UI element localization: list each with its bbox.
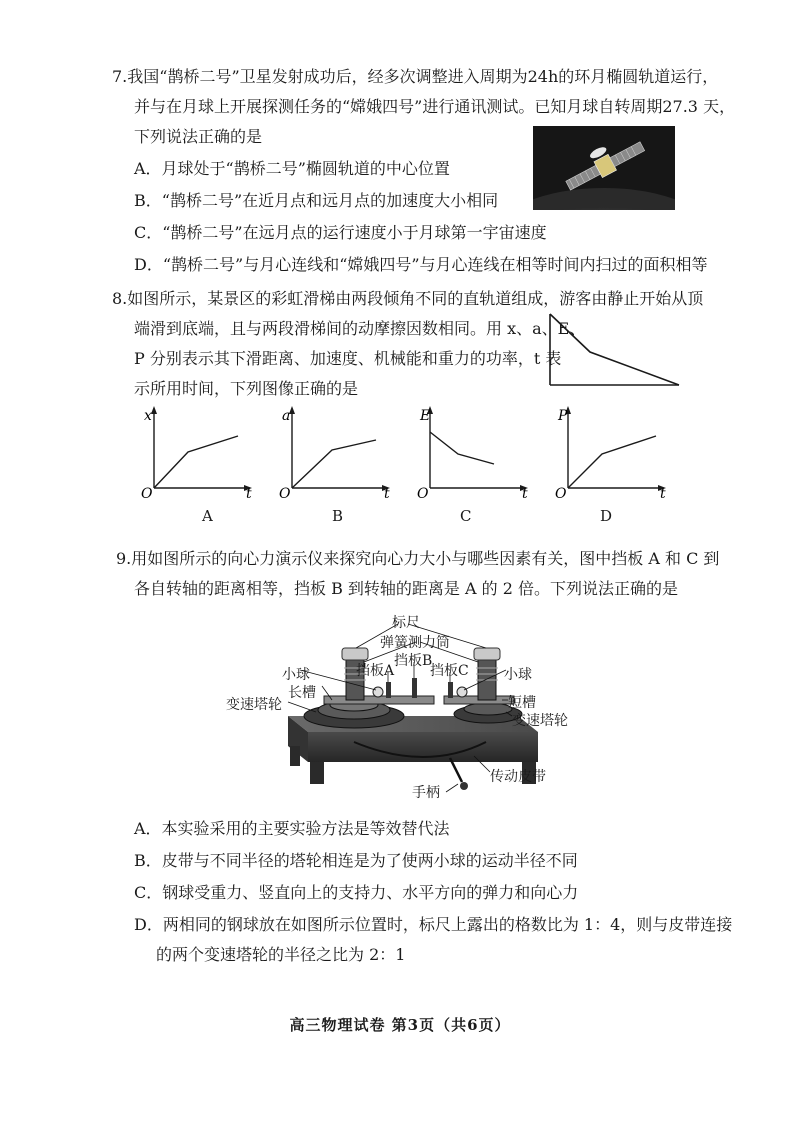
graph-c-origin: O: [417, 486, 429, 500]
graph-c-xlabel: t: [522, 486, 528, 500]
label-ball-right: 小球: [504, 667, 532, 683]
q9-option-b: B．皮带与不同半径的塔轮相连是为了使两小球的运动半径不同: [134, 851, 578, 870]
label-ball-left: 小球: [282, 667, 310, 683]
q7-option-a: A．月球处于“鹊桥二号”椭圆轨道的中心位置: [134, 159, 450, 178]
q8-line-3: P 分别表示其下滑距离、加速度、机械能和重力的功率，t 表: [134, 349, 562, 368]
graph-a-curve: [154, 436, 238, 488]
graph-b: [276, 404, 396, 500]
label-ruler: 标尺: [392, 615, 420, 631]
q8-line-1: [112, 288, 703, 310]
q7-number: 7.: [112, 67, 128, 86]
q9-option-d-cont: 的两个变速塔轮的半径之比为 2：1: [156, 945, 406, 964]
q8-number: 8.: [112, 289, 128, 308]
graph-d-ylabel: P: [558, 408, 568, 424]
q9-option-c: C．钢球受重力、竖直向上的支持力、水平方向的弹力和向心力: [134, 883, 579, 902]
label-handle: 手柄: [412, 785, 440, 801]
label-long-slot: 长槽: [288, 685, 316, 701]
label-spring: 弹簧测力筒: [380, 635, 450, 651]
graph-a-caption: A: [202, 507, 213, 525]
graph-d-xlabel: t: [660, 486, 666, 500]
graph-b-curve: [292, 440, 376, 488]
q9-number: 9.: [116, 549, 132, 568]
label-baffle-c: 挡板C: [430, 663, 469, 679]
graph-b-origin: O: [279, 486, 291, 500]
label-short-slot: 短槽: [508, 695, 536, 711]
q8-line-2: 端滑到底端，且与两段滑梯间的动摩擦因数相同。用 x、a、E、: [134, 319, 586, 338]
graph-d: [552, 404, 672, 500]
satellite-image: [533, 126, 675, 210]
graph-a-xlabel: t: [246, 486, 252, 500]
label-baffle-b: 挡板B: [394, 653, 433, 669]
graph-d-caption: D: [600, 507, 613, 525]
q7-line-1: [112, 66, 718, 88]
label-belt: 传动皮带: [490, 769, 546, 785]
graph-b-ylabel: a: [282, 408, 291, 424]
q9-option-a: A．本实验采用的主要实验方法是等效替代法: [134, 819, 450, 838]
graph-b-caption: B: [332, 507, 344, 525]
graph-d-origin: O: [555, 486, 567, 500]
q7-line-2: 并与在月球上开展探测任务的“嫦娥四号”进行通讯测试。已知月球自转周期27.3 天，: [134, 97, 736, 116]
label-tower-right: 变速塔轮: [512, 713, 568, 729]
q8-line-4: 示所用时间，下列图像正确的是: [134, 379, 359, 398]
q7-line-3: 下列说法正确的是: [134, 127, 263, 146]
page-footer: 高三物理试卷 第3页（共6页）: [289, 1016, 511, 1034]
graph-c-caption: C: [460, 507, 472, 525]
q8-stem-1: 如图所示，某景区的彩虹滑梯由两段倾角不同的直轨道组成，游客由静止开始从顶: [127, 289, 704, 308]
q9-stem-1: 用如图所示的向心力演示仪来探究向心力大小与哪些因素有关，图中挡板 A 和 C 到: [131, 549, 720, 568]
q7-option-b: B．“鹊桥二号”在近月点和远月点的加速度大小相同: [134, 191, 499, 210]
q9-line-2: 各自转轴的距离相等，挡板 B 到转轴的距离是 A 的 2 倍。下列说法正确的是: [134, 579, 679, 598]
graph-d-curve: [568, 436, 656, 488]
graph-a-origin: O: [141, 486, 153, 500]
q9-line-1: [116, 548, 719, 570]
graph-c-curve: [430, 432, 494, 464]
slide-diagram: [548, 312, 682, 388]
label-baffle-a: 挡板A: [356, 663, 395, 679]
slide-track: [550, 314, 679, 385]
q7-stem-1: 我国“鹊桥二号”卫星发射成功后，经多次调整进入周期为24h的环月椭圆轨道运行，: [127, 67, 719, 86]
q9-option-d: D．两相同的钢球放在如图所示位置时，标尺上露出的格数比为 1：4，则与皮带连接: [134, 915, 733, 934]
graph-a-ylabel: x: [144, 408, 152, 424]
label-tower-left: 变速塔轮: [226, 697, 282, 713]
q7-option-d: D．“鹊桥二号”与月心连线和“嫦娥四号”与月心连线在相等时间内扫过的面积相等: [134, 255, 708, 274]
graph-b-xlabel: t: [384, 486, 390, 500]
q7-option-c: C．“鹊桥二号”在远月点的运行速度小于月球第一宇宙速度: [134, 223, 547, 242]
graph-a: [138, 404, 258, 500]
graph-c-ylabel: E: [420, 408, 431, 424]
graph-c: [414, 404, 534, 500]
